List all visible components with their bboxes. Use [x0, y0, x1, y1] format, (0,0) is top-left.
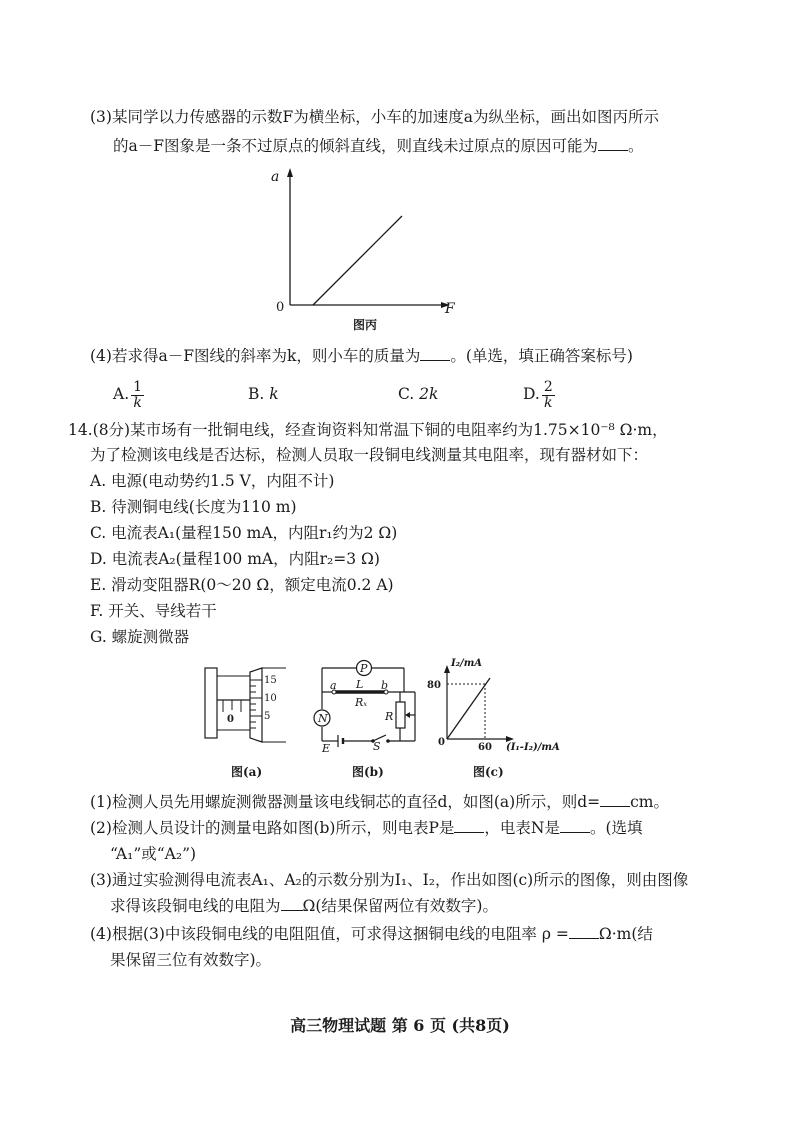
answer-blank-n[interactable] — [560, 818, 590, 833]
option-a-num: 1 — [133, 378, 143, 395]
graph-bing-y-arrow — [287, 168, 293, 177]
option-d-label: D. — [523, 385, 540, 403]
graph-bing-y-label: a — [271, 169, 280, 185]
source-e-label: E — [322, 742, 331, 755]
scale-15: 15 — [264, 675, 277, 686]
q14-part2-line2: “A₁”或“A₂”) — [110, 845, 197, 863]
figure-b-circuit — [300, 655, 430, 755]
option-a-den: k — [133, 394, 142, 411]
q14-part4-mid: Ω·m(结 — [598, 925, 653, 943]
q14-line1: 14.(8分)某市场有一批铜电线，经查询资料知常温下铜的电阻率约为1.75×10⁻⁸ Ω·m， — [68, 421, 668, 439]
q14-part2-end: 。(选填 — [589, 819, 643, 837]
answer-blank-q13-3[interactable] — [598, 136, 628, 151]
option-d-num: 2 — [543, 378, 553, 395]
option-c-value: 2k — [419, 385, 439, 403]
q14-part1 — [90, 791, 669, 813]
fig-c-origin: 0 — [438, 737, 445, 748]
q13-part4-text: (4)若求得a－F图线的斜率为k，则小车的质量为 — [90, 347, 421, 365]
q13-part3-end: 。 — [628, 137, 644, 155]
q14-part4-line2: 果保留三位有效数字)。 — [110, 951, 272, 969]
equipment-g: G. 螺旋测微器 — [90, 628, 190, 646]
fig-c-x-label: (I₁-I₂)/mA — [506, 742, 560, 753]
q13-part4-end: 。(单选，填正确答案标号) — [450, 347, 633, 365]
figure-c-caption: 图(c) — [473, 765, 504, 779]
graph-bing-x-label: F — [445, 301, 455, 317]
micrometer-frame — [205, 668, 217, 738]
q14-part3-line2 — [110, 895, 498, 917]
fig-c-x-tick: 60 — [478, 742, 492, 753]
rheostat-r — [396, 702, 405, 728]
rx-label: Rₓ — [355, 696, 368, 709]
switch-s-label: S — [373, 740, 381, 753]
q14-part3-text: 求得该段铜电线的电阻为 — [110, 897, 281, 915]
graph-bing-caption: 图丙 — [353, 318, 378, 332]
option-b-label: B. — [248, 385, 265, 403]
equipment-c: C. 电流表A₁(量程150 mA，内阻r₁约为2 Ω) — [90, 524, 398, 542]
graph-bing-origin: 0 — [276, 300, 285, 315]
option-d[interactable] — [523, 377, 557, 411]
q14-part1-end: cm。 — [630, 793, 670, 811]
option-a-label: A. — [113, 385, 130, 403]
figure-a-caption: 图(a) — [231, 765, 263, 779]
fig-c-y-label: I₂/mA — [451, 658, 483, 669]
page-footer: 高三物理试题 第 6 页 (共8页) — [290, 1016, 510, 1035]
option-a-fraction — [131, 380, 144, 411]
answer-blank-rho[interactable] — [569, 924, 599, 939]
fig-c-y-tick: 80 — [427, 680, 441, 691]
q13-part4 — [90, 345, 633, 367]
q14-part4-text: (4)根据(3)中该段铜电线的电阻阻值，可求得这捆铜电线的电阻率 ρ = — [90, 925, 569, 943]
q14-part4 — [90, 923, 653, 945]
answer-blank-q13-4[interactable] — [420, 346, 450, 361]
q13-options — [113, 377, 557, 411]
option-b-value: k — [269, 385, 279, 403]
q14-part1-text: (1)检测人员先用螺旋测微器测量该电线铜芯的直径d，如图(a)所示，则d= — [90, 793, 601, 811]
q13-part3-line1: (3)某同学以力传感器的示数F为横坐标，小车的加速度a为纵坐标，画出如图丙所示 — [90, 108, 659, 126]
answer-blank-r[interactable] — [281, 896, 303, 911]
option-d-den: k — [544, 394, 553, 411]
option-b[interactable] — [248, 377, 398, 411]
q14-part3-line1: (3)通过实验测得电流表A₁、A₂的示数分别为I₁、I₂，作出如图(c)所示的图像，则由图像 — [90, 871, 689, 889]
equipment-a: A. 电源(电动势约1.5 V，内阻不计) — [90, 472, 335, 490]
q14-part2-text: (2)检测人员设计的测量电路如图(b)所示，则电表P是 — [90, 819, 455, 837]
terminal-b-label: b — [381, 679, 389, 692]
option-d-fraction — [542, 380, 555, 411]
q14-part2-mid: ，电表N是 — [484, 819, 560, 837]
equipment-e: E. 滑动变阻器R(0～20 Ω，额定电流0.2 A) — [90, 576, 394, 594]
meter-p-label: P — [360, 662, 368, 675]
option-c-label: C. — [398, 385, 415, 403]
meter-n-label: N — [318, 712, 328, 725]
figure-a-micrometer — [200, 660, 290, 750]
equipment-f: F. 开关、导线若干 — [90, 602, 217, 620]
fig-c-data-line — [447, 678, 490, 739]
scale-5: 5 — [264, 711, 271, 722]
option-a[interactable] — [113, 377, 248, 411]
answer-blank-d[interactable] — [600, 792, 630, 807]
figure-c-graph — [427, 655, 570, 755]
graph-bing-line — [313, 216, 402, 305]
option-c[interactable] — [398, 377, 523, 411]
length-l-label: L — [356, 678, 364, 691]
scale-10: 10 — [264, 693, 277, 704]
equipment-b: B. 待测铜电线(长度为110 m) — [90, 498, 297, 516]
q13-part3-line2-text: 的a－F图象是一条不过原点的倾斜直线，则直线未过原点的原因可能为 — [113, 137, 598, 155]
graph-bing — [250, 160, 490, 340]
terminal-a-label: a — [330, 679, 337, 692]
q13-part3-line2 — [113, 135, 644, 157]
q14-line2: 为了检测该电线是否达标，检测人员取一段铜电线测量其电阻率，现有器材如下： — [90, 446, 649, 464]
q14-part2 — [90, 817, 643, 839]
q14-part3-end: Ω(结果保留两位有效数字)。 — [302, 897, 498, 915]
main-scale-zero: 0 — [227, 714, 234, 725]
answer-blank-p[interactable] — [454, 818, 484, 833]
rheostat-r-label: R — [385, 710, 394, 723]
equipment-d: D. 电流表A₂(量程100 mA，内阻r₂=3 Ω) — [90, 550, 380, 568]
micrometer-thimble — [250, 668, 262, 742]
figure-b-caption: 图(b) — [352, 765, 384, 779]
